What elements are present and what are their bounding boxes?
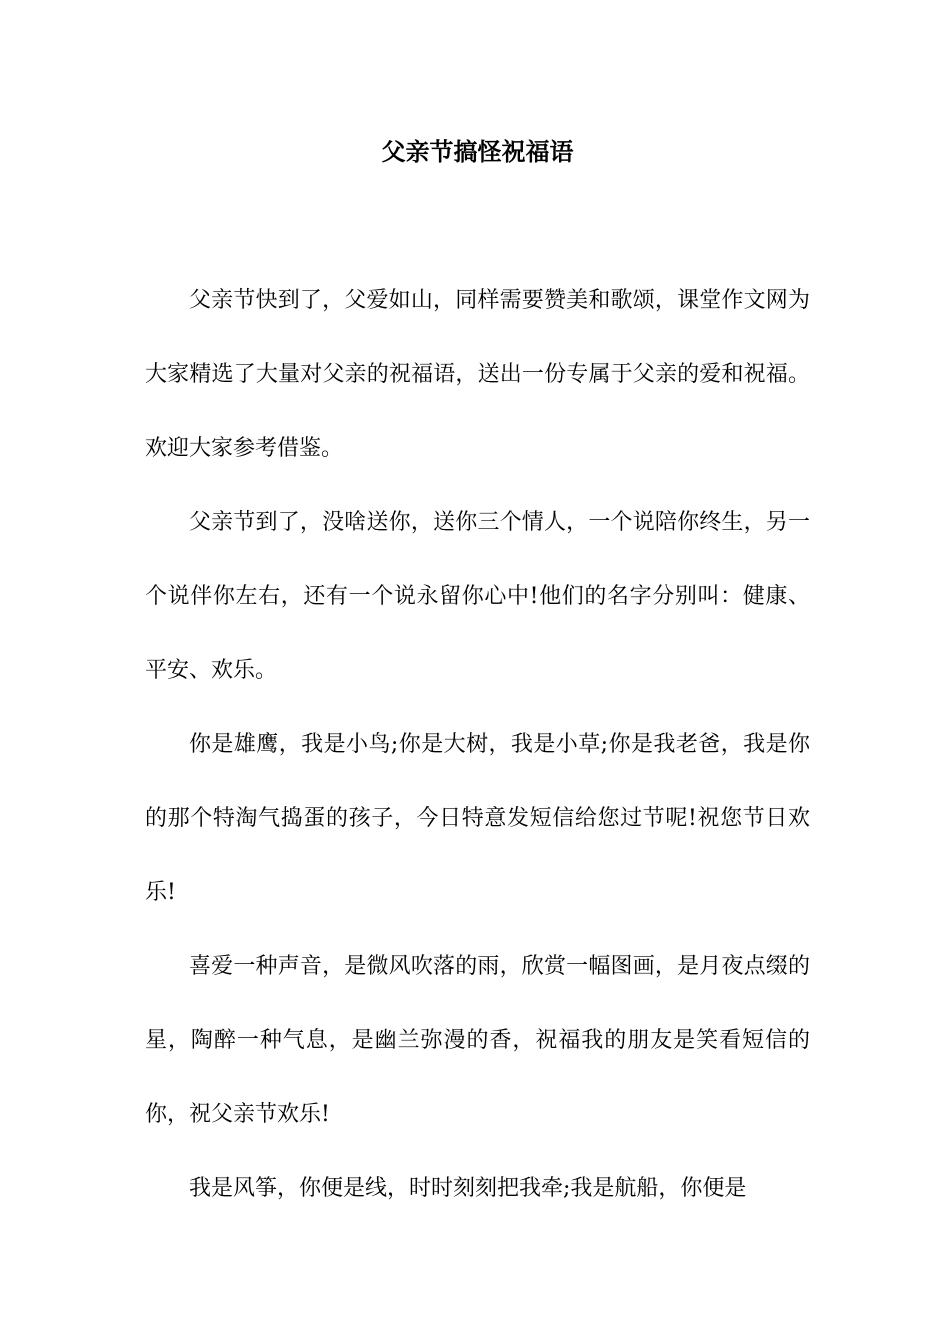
paragraph-5: 我是风筝，你便是线，时时刻刻把我牵;我是航船，你便是 [189, 1176, 747, 1201]
paragraph-3: 你是雄鹰，我是小鸟;你是大树，我是小草;你是我老爸，我是你的那个特淘气捣蛋的孩子，今日特意发短信给您过节呢!祝您节日欢乐! [145, 732, 810, 905]
paragraph-1: 父亲节快到了，父爱如山，同样需要赞美和歌颂，课堂作文网为大家精选了大量对父亲的祝福语，送出一份专属于父亲的爱和祝福。欢迎大家参考借鉴。 [145, 288, 810, 461]
paragraph-4: 喜爱一种声音，是微风吹落的雨，欣赏一幅图画，是月夜点缀的星，陶醉一种气息，是幽兰弥漫的香，祝福我的朋友是笑看短信的你，祝父亲节欢乐! [145, 954, 810, 1127]
paragraph-2: 父亲节到了，没啥送你，送你三个情人，一个说陪你终生，另一个说伴你左右，还有一个说永留你心中!他们的名字分别叫：健康、平安、欢乐。 [145, 510, 810, 683]
document-title: 父亲节搞怪祝福语 [381, 137, 574, 166]
